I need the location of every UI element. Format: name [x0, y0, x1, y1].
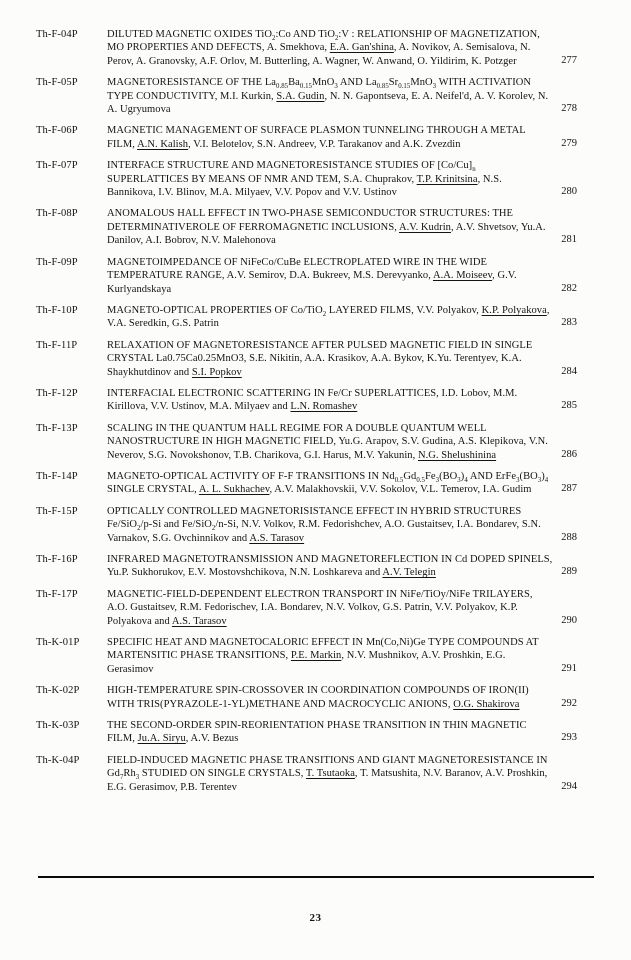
entry-title-authors — [107, 505, 553, 545]
session-code: Th-F-15P — [36, 505, 78, 517]
entry-text-run: MnO — [410, 77, 433, 89]
entry-page-number: 292 — [561, 697, 577, 709]
session-code: Th-F-12P — [36, 387, 78, 399]
underlined-author: K.P. Polyakova — [481, 304, 547, 316]
entry-text-run: , V.A. Seredkin, G.S. Patrin — [107, 304, 550, 330]
toc-entry — [36, 339, 577, 379]
entry-page-number: 285 — [561, 400, 577, 412]
entry-text-run: MAGNETO-OPTICAL PROPERTIES OF Co/TiO — [107, 304, 323, 316]
subscript-text: 3 — [457, 477, 461, 485]
underlined-author: L.N. Romashev — [290, 401, 358, 413]
entry-title-authors — [107, 636, 553, 676]
page-number-footer: 23 — [309, 912, 322, 924]
entry-title-authors — [107, 387, 553, 414]
underlined-author: O.G. Shakirova — [453, 698, 520, 710]
subscript-text: 2 — [322, 311, 327, 318]
entry-text-run: AND ErFe — [467, 470, 517, 482]
entry-text-run: Gd — [403, 470, 417, 482]
entry-title-authors — [107, 553, 553, 580]
entry-page-number: 287 — [561, 483, 577, 495]
entry-title-authors — [107, 339, 553, 379]
session-code: Th-F-09P — [36, 256, 78, 268]
toc-entry — [36, 719, 577, 746]
subscript-text: 4 — [544, 477, 549, 485]
entry-title-authors — [107, 422, 553, 462]
entry-text-run: , A.V. Malakhovskii, V.V. Sokolov, V.L. Temerov, I.A. Gudim — [269, 484, 532, 496]
entry-text-run: INTERFACE STRUCTURE AND MAGNETORESISTANCE STUDIES OF [Co/Cu] — [107, 160, 473, 172]
entry-title-authors — [107, 124, 553, 151]
entry-page-number: 288 — [561, 531, 577, 543]
entry-text-run: ANOMALOUS HALL EFFECT IN TWO-PHASE SEMICONDUCTOR STRUCTURES: THE DETERMINATIVEROLE OF FERROMAGNETIC INCLUSIONS, — [107, 208, 514, 233]
session-code: Th-K-01P — [36, 637, 80, 649]
entry-text-run: , N.S. Bannikova, I.V. Blinov, M.A. Milyaev, V.V. Popov and V.V. Ustinov — [107, 173, 502, 199]
entry-text-run: MnO — [312, 77, 335, 89]
subscript-text: 3 — [334, 83, 338, 91]
underlined-author: T.P. Krinitsina — [416, 173, 478, 185]
toc-entry — [36, 304, 577, 331]
underlined-author: T. Tsutaoka — [305, 768, 355, 780]
entry-page-number: 281 — [561, 234, 577, 246]
toc-entry — [36, 505, 577, 545]
subscript-text: 3 — [537, 477, 542, 485]
entry-text-run: MAGNETIC-FIELD-DEPENDENT ELECTRON TRANSPORT IN NiFe/TiOy/NiFe TRILAYERS, A.O. Gustaitsev, R.M. Fedorischev, I.A. Bondarev, N.V. Volkov, G.S. Patrin, V.V. Polyakov, K.P. Polyakova and — [107, 588, 533, 627]
underlined-author: N.G. Shelushinina — [417, 449, 497, 461]
entry-text-run: SINGLE CRYSTAL, — [107, 484, 199, 496]
entry-page-number: 294 — [561, 780, 577, 792]
entry-text-run: /n-Si, N.V. Volkov, R.M. Fedorishchev, A.O. Gustaitsev, I.A. Bondarev, S.N. Varnakov, S.G. Ovchinnikov and — [107, 519, 541, 544]
entry-page-number: 293 — [561, 732, 577, 744]
entry-text-run: , N. N. Gapontseva, E. A. Neifel'd, A. V. Korolev, N. A. Ugryumova — [107, 90, 549, 116]
session-code: Th-F-07P — [36, 160, 78, 172]
entry-title-authors — [107, 588, 553, 628]
entry-text-run: AND La — [337, 77, 377, 89]
subscript-text: 0.5 — [416, 477, 425, 485]
entry-text-run: :V : RELATIONSHIP OF MAGNETIZATION, MO PROPERTIES AND DEFECTS, A. Smekhova, — [107, 29, 540, 54]
underlined-author: A. L. Sukhachev — [198, 484, 270, 496]
entry-text-run: ) — [541, 470, 545, 482]
toc-entry — [36, 636, 577, 676]
entry-page-number: 279 — [561, 137, 577, 149]
entry-page-number: 282 — [561, 282, 577, 294]
underlined-author: S.A. Gudin — [276, 90, 325, 102]
session-code: Th-K-02P — [36, 685, 80, 697]
session-code: Th-F-10P — [36, 304, 78, 316]
subscript-text: 2 — [211, 525, 216, 533]
session-code: Th-F-08P — [36, 208, 78, 220]
session-code: Th-F-06P — [36, 125, 78, 137]
toc-entry — [36, 256, 577, 296]
footer-rule — [38, 876, 594, 878]
entry-text-run: LAYERED FILMS, V.V. Polyakov, — [326, 304, 482, 316]
session-code: Th-F-17P — [36, 588, 78, 600]
session-code: Th-F-14P — [36, 470, 78, 482]
toc-entry — [36, 28, 577, 68]
entry-text-run: :Co AND TiO — [275, 29, 335, 40]
subscript-text: 0.15 — [299, 83, 313, 91]
entry-page-number: 291 — [561, 662, 577, 674]
entry-page-number: 289 — [561, 566, 577, 578]
subscript-text: 2 — [334, 35, 339, 43]
entry-text-run: , A. Novikov, A. Semisalova, N. Perov, A. Granovsky, A.F. Orlov, M. Butterling, A. Wagner, W. Anwand, O. Yildirim, K. Potzger — [107, 42, 531, 67]
subscript-text: 0.5 — [394, 477, 404, 485]
toc-entry — [36, 588, 577, 628]
underlined-author: A.N. Kalish — [137, 138, 189, 150]
entry-text-run: Sr — [388, 77, 399, 89]
toc-entry — [36, 76, 577, 116]
entry-text-run: DILUTED MAGNETIC OXIDES TiO — [107, 29, 272, 40]
entry-text-run: OPTICALLY CONTROLLED MAGNETORISISTANCE EFFECT IN HYBRID STRUCTURES Fe/SiO — [107, 505, 522, 531]
underlined-author: A.V. Kudrin — [398, 221, 451, 233]
entry-page-number: 286 — [561, 448, 577, 460]
session-code: Th-F-04P — [36, 29, 78, 40]
session-code: Th-K-03P — [36, 720, 80, 732]
underlined-author: A.V. Telegin — [382, 567, 436, 579]
entry-text-run: INFRARED MAGNETOTRANSMISSION AND MAGNETOREFLECTION IN Cd DOPED SPINELS, Yu.P. Sukhorukov, E.V. Mostovshchikova, N.N. Loshkareva and — [107, 554, 553, 579]
entry-text-run: SPECIFIC HEAT AND MAGNETOCALORIC EFFECT IN Mn(Co,Ni)Ge TYPE COMPOUNDS AT MARTENSITIC PHASE TRANSITIONS, — [107, 637, 539, 662]
underlined-author: A.S. Tarasov — [171, 615, 227, 627]
subscript-text: 3 — [435, 477, 440, 485]
entry-page-number: 284 — [561, 365, 577, 377]
subscript-text: 4 — [464, 477, 468, 485]
entry-title-authors — [107, 159, 553, 199]
entry-title-authors — [107, 470, 553, 497]
entry-text-run: , A.V. Shvetsov, Yu.A. Danilov, A.I. Bobrov, N.V. Malehonova — [107, 221, 546, 247]
underlined-author: E.A. Gan'shina — [329, 42, 394, 54]
subscript-text: 0.85 — [276, 83, 289, 91]
entry-title-authors — [107, 304, 553, 331]
entry-text-run: RELAXATION OF MAGNETORESISTANCE AFTER PULSED MAGNETIC FIELD IN SINGLE CRYSTAL La0.75Ca0.25MnO3, S.E. Nikitin, A.A. Krasikov, A.A. Bykov, K.Yu. Terentyev, K.A. Shaykhutdinov and — [107, 339, 533, 378]
toc-entry — [36, 754, 577, 794]
entry-page-number: 277 — [561, 54, 577, 66]
session-code: Th-F-11P — [36, 339, 78, 351]
entry-text-run: , G.V. Kurlyandskaya — [107, 270, 517, 295]
entry-text-run: HIGH-TEMPERATURE SPIN-CROSSOVER IN COORDINATION COMPOUNDS OF IRON(II) WITH TRIS(PYRAZOLE-1-YL)METHANE AND MACROCYCLIC ANIONS, — [107, 685, 529, 710]
entry-title-authors — [107, 719, 553, 746]
subscript-text: 3 — [135, 774, 140, 782]
entry-title-authors — [107, 28, 553, 68]
session-code: Th-F-05P — [36, 77, 78, 89]
toc-entry — [36, 207, 577, 247]
entry-text-run: SUPERLATTICES BY MEANS OF NMR AND TEM, S.A. Chuprakov, — [107, 173, 417, 185]
entry-text-run: ) — [460, 470, 465, 482]
subscript-text: 3 — [516, 477, 520, 485]
entry-title-authors — [107, 754, 553, 794]
toc-entry — [36, 553, 577, 580]
entry-text-run: , V.I. Belotelov, S.N. Andreev, V.P. Tarakanov and A.K. Zvezdin — [188, 138, 461, 150]
entry-text-run: MAGNETORESISTANCE OF THE La — [107, 77, 276, 89]
entry-text-run: INTERFACIAL ELECTRONIC SCATTERING IN Fe/Cr SUPERLATTICES, I.D. Lobov, M.M. Kirillova, V.V. Ustinov, M.A. Milyaev and — [107, 387, 518, 413]
entry-text-run: Fe — [424, 470, 436, 482]
entry-text-run: FIELD-INDUCED MAGNETIC PHASE TRANSITIONS AND GIANT MAGNETORESISTANCE IN Gd — [107, 754, 548, 780]
underlined-author: A.S. Tarasov — [249, 532, 305, 544]
subscript-text: 3 — [432, 83, 437, 91]
entry-text-run: , A.V. Bezus — [185, 733, 239, 745]
entry-text-run: (BO — [519, 470, 538, 482]
entry-text-run: Rh — [123, 768, 136, 780]
entry-text-run: SCALING IN THE QUANTUM HALL REGIME FOR A DOUBLE QUANTUM WELL NANOSTRUCTURE IN HIGH MAGNETIC FIELD, Yu.G. Arapov, S.V. Gudina, A.S. Klepikova, V.N. Neverov, S.G. Novokshonov, T.B. Charikova, G.I. Harus, M.V. Yakunin, — [107, 422, 548, 461]
entry-text-run: MAGNETO-OPTICAL ACTIVITY OF F-F TRANSITIONS IN Nd — [107, 470, 395, 482]
entry-page-number: 280 — [561, 186, 577, 198]
toc-list — [36, 28, 577, 802]
entry-text-run: THE SECOND-ORDER SPIN-REORIENTATION PHASE TRANSITION IN THIN MAGNETIC FILM, — [107, 720, 527, 745]
session-code: Th-F-16P — [36, 554, 78, 565]
entry-text-run: (BO — [439, 470, 458, 482]
entry-text-run: Ba — [288, 77, 300, 89]
session-code: Th-K-04P — [36, 754, 80, 766]
subscript-text: 0.15 — [398, 83, 411, 91]
subscript-text: 2 — [137, 525, 141, 533]
subscript-text: 0.85 — [376, 83, 389, 91]
entry-page-number: 290 — [561, 614, 577, 626]
toc-entry — [36, 422, 577, 462]
toc-entry — [36, 124, 577, 151]
toc-entry — [36, 159, 577, 199]
entry-title-authors — [107, 256, 553, 296]
entry-text-run: STUDIED ON SINGLE CRYSTALS, — [139, 768, 306, 780]
session-code: Th-F-13P — [36, 422, 78, 434]
underlined-author: P.E. Markin — [290, 650, 342, 662]
entry-text-run: , T. Matsushita, N.V. Baranov, A.V. Proshkin, E.G. Gerasimov, P.B. Terentev — [107, 768, 548, 793]
entry-title-authors — [107, 76, 553, 116]
entry-page-number: 283 — [561, 317, 577, 329]
entry-title-authors — [107, 207, 553, 247]
entry-title-authors — [107, 684, 553, 711]
underlined-author: S.I. Popkov — [191, 366, 242, 378]
subscript-text: 7 — [119, 774, 124, 782]
subscript-text: 2 — [271, 35, 276, 43]
underlined-author: A.A. Moiseev — [432, 270, 493, 282]
toc-entry — [36, 470, 577, 497]
entry-text-run: WITH ACTIVATION TYPE CONDUCTIVITY, M.I. Kurkin, — [107, 77, 532, 102]
underlined-author: Ju.A. Siryu — [137, 733, 186, 745]
entry-page-number: 278 — [561, 103, 577, 115]
entry-text-run: MAGNETIC MANAGEMENT OF SURFACE PLASMON TUNNELING THROUGH A METAL FILM, — [107, 125, 526, 150]
entry-text-run: , N.V. Mushnikov, A.V. Proshkin, E.G. Gerasimov — [107, 650, 506, 675]
subscript-text: n — [472, 166, 476, 174]
entry-text-run: MAGNETOIMPEDANCE OF NiFeCo/CuBe ELECTROPLATED WIRE IN THE WIDE TEMPERATURE RANGE, A.V. Semirov, D.A. Bukreev, M.S. Derevyanko, — [107, 256, 488, 282]
toc-entry — [36, 684, 577, 711]
entry-text-run: /p-Si and Fe/SiO — [140, 519, 212, 531]
toc-entry — [36, 387, 577, 414]
